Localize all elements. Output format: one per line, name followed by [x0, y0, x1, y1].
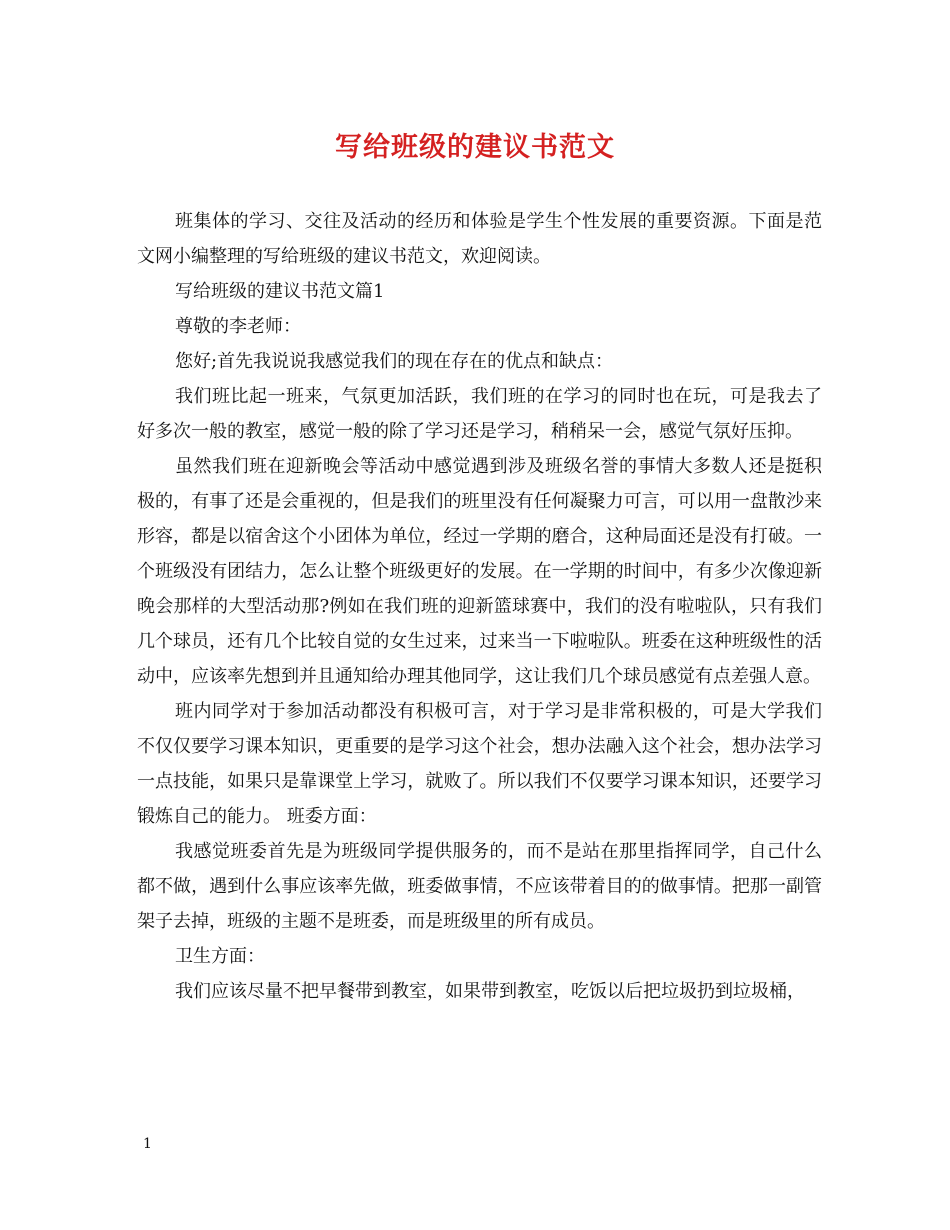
paragraph-body: 我们应该尽量不把早餐带到教室，如果带到教室，吃饭以后把垃圾扔到垃圾桶，: [175, 981, 805, 1002]
paragraph-body: 虽然我们班在迎新晚会等活动中感觉遇到涉及班级名誉的事情大多数人还是挺积极的，有事了还是会重视的，但是我们的班里没有任何凝聚力可言，可以用一盘散沙来形容，都是以宿舍这个小团体为单位，经过一学期的磨合，这种局面还是没有打破。一个班级没有团结力，怎么让整个班级更好的发展。在一学期的时间中，有多少次像迎新晚会那样的大型活动那?例如在我们班的迎新篮球赛中，我们的没有啦啦队，只有我们几个球员，还有几个比较自觉的女生过来，过来当一下啦啦队。班委在这种班级性的活动中，应该率先想到并且通知给办理其他同学，这让我们几个球员感觉有点差强人意。: [137, 456, 822, 687]
paragraph-greeting: 您好;首先我说说我感觉我们的现在存在的优点和缺点：: [175, 351, 614, 372]
paragraph-intro: 班集体的学习、交往及活动的经历和体验是学生个性发展的重要资源。下面是范文网小编整理的写给班级的建议书范文，欢迎阅读。: [137, 211, 822, 267]
paragraph-body: 我感觉班委首先是为班级同学提供服务的，而不是站在那里指挥同学，自己什么都不做，遇到什么事应该率先做，班委做事情，不应该带着目的的做事情。把那一副管架子去掉，班级的主题不是班委，而是班级里的所有成员。: [137, 841, 822, 932]
paragraph-salutation: 尊敬的李老师：: [175, 316, 301, 337]
document-body: [137, 204, 822, 1009]
paragraph-subheading: 卫生方面：: [175, 946, 265, 967]
page-number: 1: [143, 1136, 152, 1152]
paragraph-body: 我们班比起一班来，气氛更加活跃，我们班的在学习的同时也在玩，可是我去了好多次一般的教室，感觉一般的除了学习还是学习，稍稍呆一会，感觉气氛好压抑。: [137, 386, 822, 442]
document-title: 写给班级的建议书范文: [335, 132, 615, 163]
paragraph-body: 班内同学对于参加活动都没有积极可言，对于学习是非常积极的，可是大学我们不仅仅要学习课本知识，更重要的是学习这个社会，想办法融入这个社会，想办法学习一点技能，如果只是靠课堂上学习，就败了。所以我们不仅要学习课本知识，还要学习锻炼自己的能力。 班委方面：: [137, 701, 822, 827]
paragraph-heading: 写给班级的建议书范文篇1: [175, 281, 385, 302]
